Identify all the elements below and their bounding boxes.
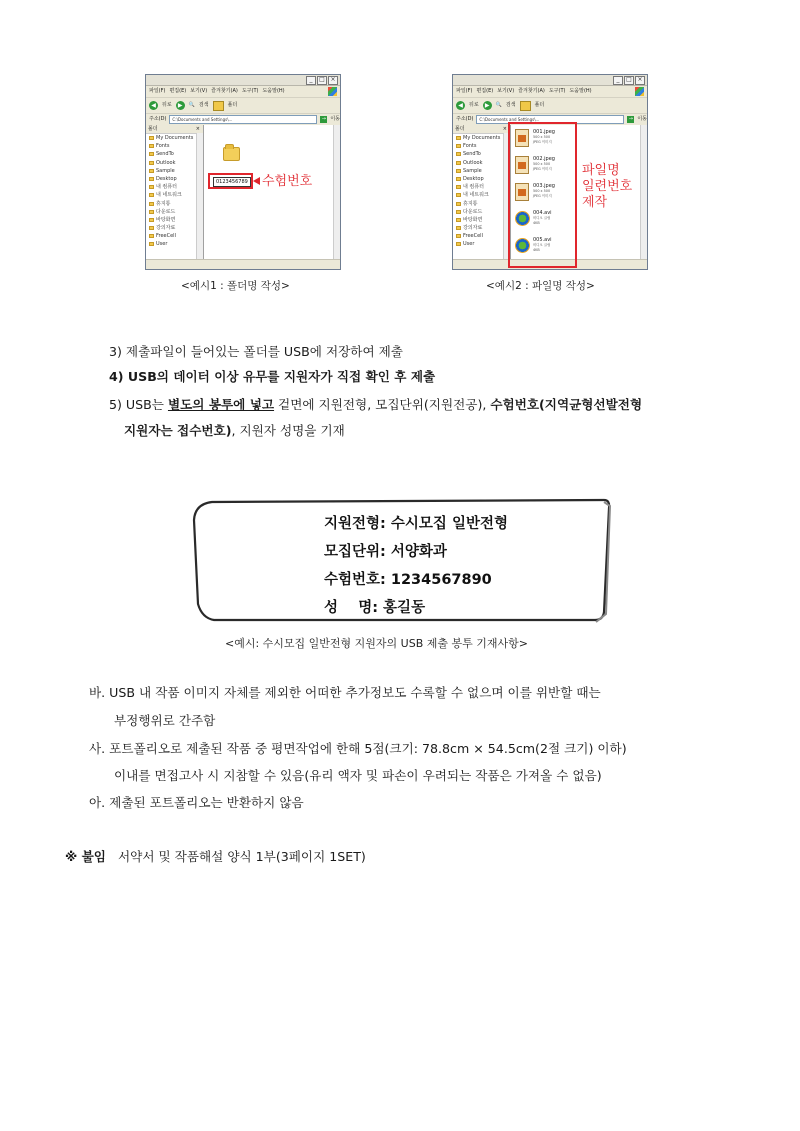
address-input[interactable]: C:\Documents and Settings\... [476, 115, 624, 124]
menu-file[interactable]: 파일(F) [149, 88, 166, 94]
tree-item[interactable]: 내 네트워크 [146, 191, 203, 199]
tree-item[interactable]: User [453, 240, 510, 248]
file-name: 003.jpeg [533, 183, 555, 189]
forward-icon[interactable]: ▶ [176, 101, 185, 110]
file-name: 001.jpeg [533, 129, 555, 135]
folder-name-label[interactable]: 0123456789 [213, 177, 251, 187]
address-label: 주소(D) [456, 116, 474, 122]
toolbar [146, 98, 340, 114]
back-label[interactable]: 뒤로 [469, 102, 479, 108]
tree-item[interactable]: Desktop [453, 175, 510, 183]
note-ba-line2: 부정행위로 간주함 [114, 713, 216, 728]
tree-scrollbar[interactable] [196, 133, 203, 259]
tree-item[interactable]: User [146, 240, 203, 248]
folder-icon[interactable] [223, 147, 240, 161]
folders-label[interactable]: 폴더 [227, 102, 238, 108]
tree-item[interactable]: Outlook [146, 159, 203, 167]
toolbar [453, 98, 647, 114]
pane-scrollbar[interactable] [640, 125, 647, 259]
folder-tree [146, 125, 204, 259]
folder-name-highlight [208, 173, 253, 189]
file-meta: 비디오 클립 4KB [533, 243, 551, 252]
tree-item[interactable]: Fonts [146, 142, 203, 150]
horizontal-scrollbar[interactable] [146, 259, 340, 269]
search-label[interactable]: 검색 [198, 102, 209, 108]
envelope-admission-type: 지원전형: 수시모집 일반전형 [324, 516, 508, 532]
step-5-emphasis-receipt: 지원자는 접수번호) [124, 423, 232, 438]
maximize-icon[interactable]: □ [317, 76, 327, 85]
tree-item[interactable]: Sample [453, 167, 510, 175]
tree-item[interactable]: My Documents [146, 134, 203, 142]
folder-pane-title: 폴더 [455, 126, 465, 132]
menu-file[interactable]: 파일(F) [456, 88, 473, 94]
file-meta: 500 x 500 JPEG 이미지 [533, 162, 552, 171]
file-list-highlight [508, 122, 577, 268]
forward-icon[interactable]: ▶ [483, 101, 492, 110]
folders-icon[interactable] [520, 101, 531, 111]
window-titlebar [146, 75, 340, 86]
attachment-line [65, 848, 366, 865]
search-label[interactable]: 검색 [505, 102, 516, 108]
tree-item[interactable]: 바탕화면 [146, 216, 203, 224]
menu-bar [453, 86, 647, 98]
file-meta: 비디오 클립 4KB [533, 216, 551, 225]
file-name: 005.avi [533, 237, 552, 243]
menu-help[interactable]: 도움말(H) [262, 88, 285, 94]
go-label[interactable]: 이동 [637, 116, 647, 122]
tree-item[interactable]: Sample [146, 167, 203, 175]
menu-edit[interactable]: 편집(E) [476, 88, 494, 94]
tree-item[interactable]: 다운로드 [453, 208, 510, 216]
pane-scrollbar[interactable] [333, 125, 340, 259]
attachment-label: ※ 불임 [65, 849, 106, 864]
folders-label[interactable]: 폴더 [534, 102, 545, 108]
caption-example1: <예시1 : 폴더명 작성> [181, 280, 290, 292]
annotation-exam-number: 수험번호 [262, 174, 313, 189]
attachment-text: 서약서 및 작품해설 양식 1부(3페이지 1SET) [117, 849, 366, 864]
step-5-text-a: 5) USB는 [109, 397, 168, 412]
tree-item[interactable]: Outlook [453, 159, 510, 167]
back-icon[interactable]: ◀ [456, 101, 465, 110]
folder-tree [453, 125, 511, 259]
tree-item[interactable]: 내 네트워크 [453, 191, 510, 199]
close-pane-icon[interactable]: × [195, 126, 200, 132]
tree-item[interactable]: 내 컴퓨터 [146, 183, 203, 191]
menu-help[interactable]: 도움말(H) [569, 88, 592, 94]
menu-tools[interactable]: 도구(T) [548, 88, 566, 94]
step-4: 4) USB의 데이터 이상 유무를 지원자가 직접 확인 후 제출 [109, 369, 436, 384]
tree-item[interactable]: My Documents [453, 134, 510, 142]
arrow-icon [253, 177, 260, 185]
close-pane-icon[interactable]: × [502, 126, 507, 132]
tree-item[interactable]: FreeCell [146, 232, 203, 240]
tree-item[interactable]: 강의자료 [453, 224, 510, 232]
tree-item[interactable]: Fonts [453, 142, 510, 150]
note-sa-line2: 이내를 면접고사 시 지참할 수 있음(유리 액자 및 파손이 우려되는 작품은 가져올 수 없음) [114, 768, 602, 783]
menu-edit[interactable]: 편집(E) [169, 88, 187, 94]
minimize-icon[interactable]: _ [613, 76, 623, 85]
caption-example2: <예시2 : 파일명 작성> [486, 280, 595, 292]
windows-logo-icon [635, 87, 644, 96]
envelope-applicant-name: 성 명: 홍길동 [324, 600, 426, 616]
minimize-icon[interactable]: _ [306, 76, 316, 85]
menu-view[interactable]: 보기(V) [497, 88, 515, 94]
tree-item[interactable]: Desktop [146, 175, 203, 183]
menu-bar [146, 86, 340, 98]
address-label: 주소(D) [149, 116, 167, 122]
menu-view[interactable]: 보기(V) [190, 88, 208, 94]
back-label[interactable]: 뒤로 [162, 102, 172, 108]
tree-item[interactable]: 강의자료 [146, 224, 203, 232]
tree-item[interactable]: FreeCell [453, 232, 510, 240]
tree-item[interactable]: 바탕화면 [453, 216, 510, 224]
caption-envelope: <예시: 수시모집 일반전형 지원자의 USB 제출 봉투 기재사항> [225, 637, 528, 650]
file-name: 002.jpeg [533, 156, 555, 162]
folder-pane-title: 폴더 [148, 126, 158, 132]
note-a: 아. 제출된 포트폴리오는 반환하지 않음 [89, 795, 304, 810]
tree-item[interactable]: SendTo [146, 150, 203, 158]
menu-favorites[interactable]: 즐겨찾기(A) [211, 88, 238, 94]
go-icon[interactable]: → [628, 116, 633, 122]
folders-icon[interactable] [213, 101, 224, 111]
search-icon[interactable]: 🔍 [495, 102, 502, 108]
menu-tools[interactable]: 도구(T) [241, 88, 259, 94]
maximize-icon[interactable]: □ [624, 76, 634, 85]
annotation-line-3: 제작 [582, 195, 608, 210]
address-input[interactable]: C:\Documents and Settings\... [169, 115, 317, 124]
step-5-continued [124, 422, 345, 439]
tree-item[interactable]: 휴지통 [146, 200, 203, 208]
file-name: 004.avi [533, 210, 552, 216]
file-meta: 500 x 500 JPEG 이미지 [533, 135, 552, 144]
search-icon[interactable]: 🔍 [188, 102, 195, 108]
window-titlebar [453, 75, 647, 86]
step-5-emphasis-envelope: 별도의 봉투에 넣고 [167, 397, 275, 412]
step-3: 3) 제출파일이 들어있는 폴더를 USB에 저장하여 제출 [109, 344, 403, 359]
note-ba-line1: 바. USB 내 작품 이미지 자체를 제외한 어떠한 추가정보도 수록할 수 없으며 이를 위반할 때는 [89, 685, 601, 700]
file-pane [204, 125, 340, 259]
go-icon[interactable]: → [321, 116, 326, 122]
annotation-line-2: 일련번호 [582, 179, 633, 194]
tree-item[interactable]: SendTo [453, 150, 510, 158]
note-sa-line1: 사. 포트폴리오로 제출된 작품 중 평면작업에 한해 5점(크기: 78.8cm × 54.5cm(2절 크기) 이하) [89, 741, 627, 756]
windows-logo-icon [328, 87, 337, 96]
tree-item[interactable]: 다운로드 [146, 208, 203, 216]
step-5-text-c: 겉면에 지원전형, 모집단위(지원전공), [274, 397, 491, 412]
explorer-window-example1 [145, 74, 341, 270]
envelope-example [192, 496, 612, 624]
close-icon[interactable]: × [328, 76, 338, 85]
close-icon[interactable]: × [635, 76, 645, 85]
envelope-exam-number: 수험번호: 1234567890 [324, 572, 492, 588]
step-5-text-f: , 지원자 성명을 기재 [231, 423, 345, 438]
file-meta: 500 x 500 JPEG 이미지 [533, 189, 552, 198]
step-5 [109, 396, 642, 413]
step-5-emphasis-exam-number: 수험번호(지역균형선발전형 [490, 397, 643, 412]
tree-item[interactable]: 휴지통 [453, 200, 510, 208]
envelope-department: 모집단위: 서양화과 [324, 544, 447, 560]
tree-item[interactable]: 내 컴퓨터 [453, 183, 510, 191]
go-label[interactable]: 이동 [330, 116, 340, 122]
annotation-line-1: 파일명 [582, 163, 620, 178]
back-icon[interactable]: ◀ [149, 101, 158, 110]
menu-favorites[interactable]: 즐겨찾기(A) [518, 88, 545, 94]
